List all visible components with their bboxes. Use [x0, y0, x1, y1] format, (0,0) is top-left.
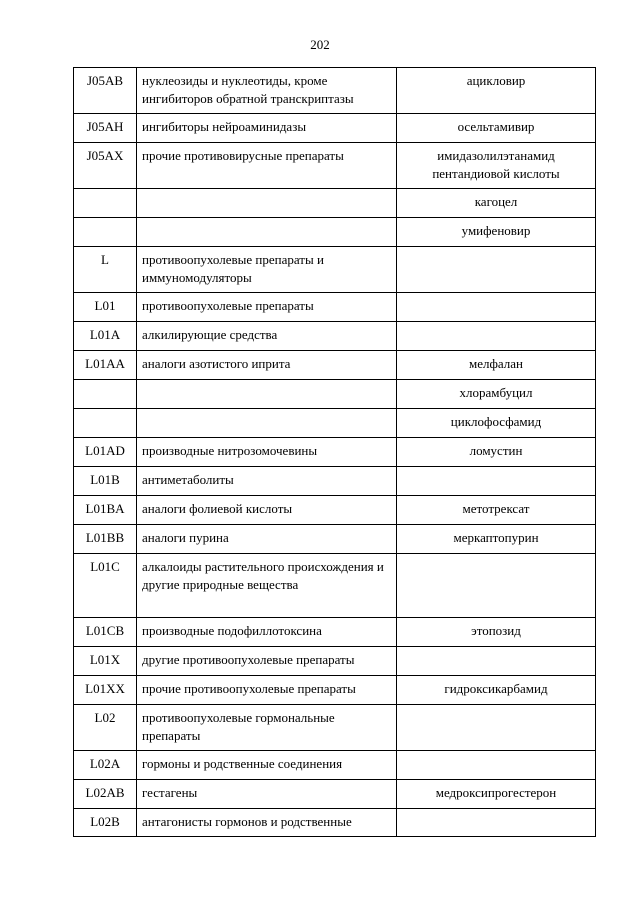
- table-row: [74, 247, 596, 293]
- drug-name-cell: меркаптопурин: [397, 525, 596, 554]
- drug-name-cell: циклофосфамид: [397, 409, 596, 438]
- drug-name-cell: кагоцел: [397, 189, 596, 218]
- drug-name-cell: [397, 554, 596, 618]
- table-row: [74, 68, 596, 114]
- atc-code-cell: L01C: [74, 554, 137, 618]
- atc-code-cell: [74, 409, 137, 438]
- pharmacological-group-cell: аналоги азотистого иприта: [137, 351, 397, 380]
- table-row: [74, 322, 596, 351]
- drug-name-cell: [397, 293, 596, 322]
- table-row: [74, 525, 596, 554]
- table-row: [74, 380, 596, 409]
- atc-code-cell: J05AB: [74, 68, 137, 114]
- table-row: [74, 809, 596, 837]
- table-body: [74, 68, 596, 837]
- atc-code-cell: L01XX: [74, 676, 137, 705]
- drug-name-cell: метотрексат: [397, 496, 596, 525]
- pharmacological-group-cell: прочие противоопухолевые препараты: [137, 676, 397, 705]
- pharmacological-group-cell: противоопухолевые гормональные препараты: [137, 705, 397, 751]
- table-row: [74, 618, 596, 647]
- pharmacological-group-cell: антагонисты гормонов и родственные: [137, 809, 397, 837]
- atc-code-cell: L: [74, 247, 137, 293]
- pharmacological-group-cell: противоопухолевые препараты и иммуномодуляторы: [137, 247, 397, 293]
- pharmacological-group-cell: нуклеозиды и нуклеотиды, кроме ингибиторов обратной транскриптазы: [137, 68, 397, 114]
- atc-code-cell: [74, 189, 137, 218]
- drug-name-cell: хлорамбуцил: [397, 380, 596, 409]
- atc-code-cell: L01: [74, 293, 137, 322]
- table-row: [74, 143, 596, 189]
- atc-code-cell: [74, 380, 137, 409]
- pharmacological-group-cell: другие противоопухолевые препараты: [137, 647, 397, 676]
- table-row: [74, 438, 596, 467]
- table-row: [74, 647, 596, 676]
- page-number: 202: [310, 37, 330, 52]
- pharmacological-group-cell: алкилирующие средства: [137, 322, 397, 351]
- pharmacological-group-cell: аналоги пурина: [137, 525, 397, 554]
- pharmacological-group-cell: производные нитрозомочевины: [137, 438, 397, 467]
- drug-name-cell: мелфалан: [397, 351, 596, 380]
- drug-name-cell: [397, 467, 596, 496]
- table-row: [74, 705, 596, 751]
- table-row: [74, 496, 596, 525]
- table-row: [74, 351, 596, 380]
- pharmacological-group-cell: гестагены: [137, 780, 397, 809]
- atc-code-cell: [74, 218, 137, 247]
- pharmacological-group-cell: производные подофиллотоксина: [137, 618, 397, 647]
- drug-name-cell: [397, 322, 596, 351]
- table-row: [74, 114, 596, 143]
- pharmacological-group-cell: [137, 218, 397, 247]
- drug-name-cell: [397, 705, 596, 751]
- table-row: [74, 676, 596, 705]
- table-row: [74, 293, 596, 322]
- pharmacological-group-cell: прочие противовирусные препараты: [137, 143, 397, 189]
- table-row: [74, 554, 596, 618]
- atc-code-cell: L01AD: [74, 438, 137, 467]
- atc-code-cell: L02B: [74, 809, 137, 837]
- atc-code-cell: L01A: [74, 322, 137, 351]
- drug-name-cell: осельтамивир: [397, 114, 596, 143]
- atc-code-cell: L02: [74, 705, 137, 751]
- atc-code-cell: L01BA: [74, 496, 137, 525]
- pharmacological-group-cell: антиметаболиты: [137, 467, 397, 496]
- pharmacological-group-cell: аналоги фолиевой кислоты: [137, 496, 397, 525]
- atc-code-cell: J05AH: [74, 114, 137, 143]
- atc-code-cell: L01CB: [74, 618, 137, 647]
- pharmacological-group-cell: [137, 380, 397, 409]
- drug-name-cell: ломустин: [397, 438, 596, 467]
- atc-code-cell: L02A: [74, 751, 137, 780]
- drug-name-cell: имидазолилэтанамид пентандиовой кислоты: [397, 143, 596, 189]
- table-row: [74, 467, 596, 496]
- pharmacological-group-cell: [137, 189, 397, 218]
- pharmacological-group-cell: ингибиторы нейроаминидазы: [137, 114, 397, 143]
- atc-code-cell: L01X: [74, 647, 137, 676]
- table-row: [74, 409, 596, 438]
- atc-code-cell: L01AA: [74, 351, 137, 380]
- drug-name-cell: [397, 247, 596, 293]
- drug-name-cell: гидроксикарбамид: [397, 676, 596, 705]
- drug-name-cell: [397, 647, 596, 676]
- pharmacological-group-cell: гормоны и родственные соединения: [137, 751, 397, 780]
- atc-code-cell: L02AB: [74, 780, 137, 809]
- table-row: [74, 218, 596, 247]
- drug-name-cell: [397, 809, 596, 837]
- pharmacological-group-cell: противоопухолевые препараты: [137, 293, 397, 322]
- pharmacological-group-cell: [137, 409, 397, 438]
- drug-name-cell: ацикловир: [397, 68, 596, 114]
- drug-name-cell: умифеновир: [397, 218, 596, 247]
- atc-code-cell: J05AX: [74, 143, 137, 189]
- table-row: [74, 780, 596, 809]
- atc-code-cell: L01B: [74, 467, 137, 496]
- pharmacological-group-cell: алкалоиды растительного происхождения и другие природные вещества: [137, 554, 397, 618]
- drug-name-cell: [397, 751, 596, 780]
- atc-code-cell: L01BB: [74, 525, 137, 554]
- drug-name-cell: этопозид: [397, 618, 596, 647]
- drug-classification-table: [73, 67, 596, 837]
- table-row: [74, 189, 596, 218]
- table-row: [74, 751, 596, 780]
- drug-name-cell: медроксипрогестерон: [397, 780, 596, 809]
